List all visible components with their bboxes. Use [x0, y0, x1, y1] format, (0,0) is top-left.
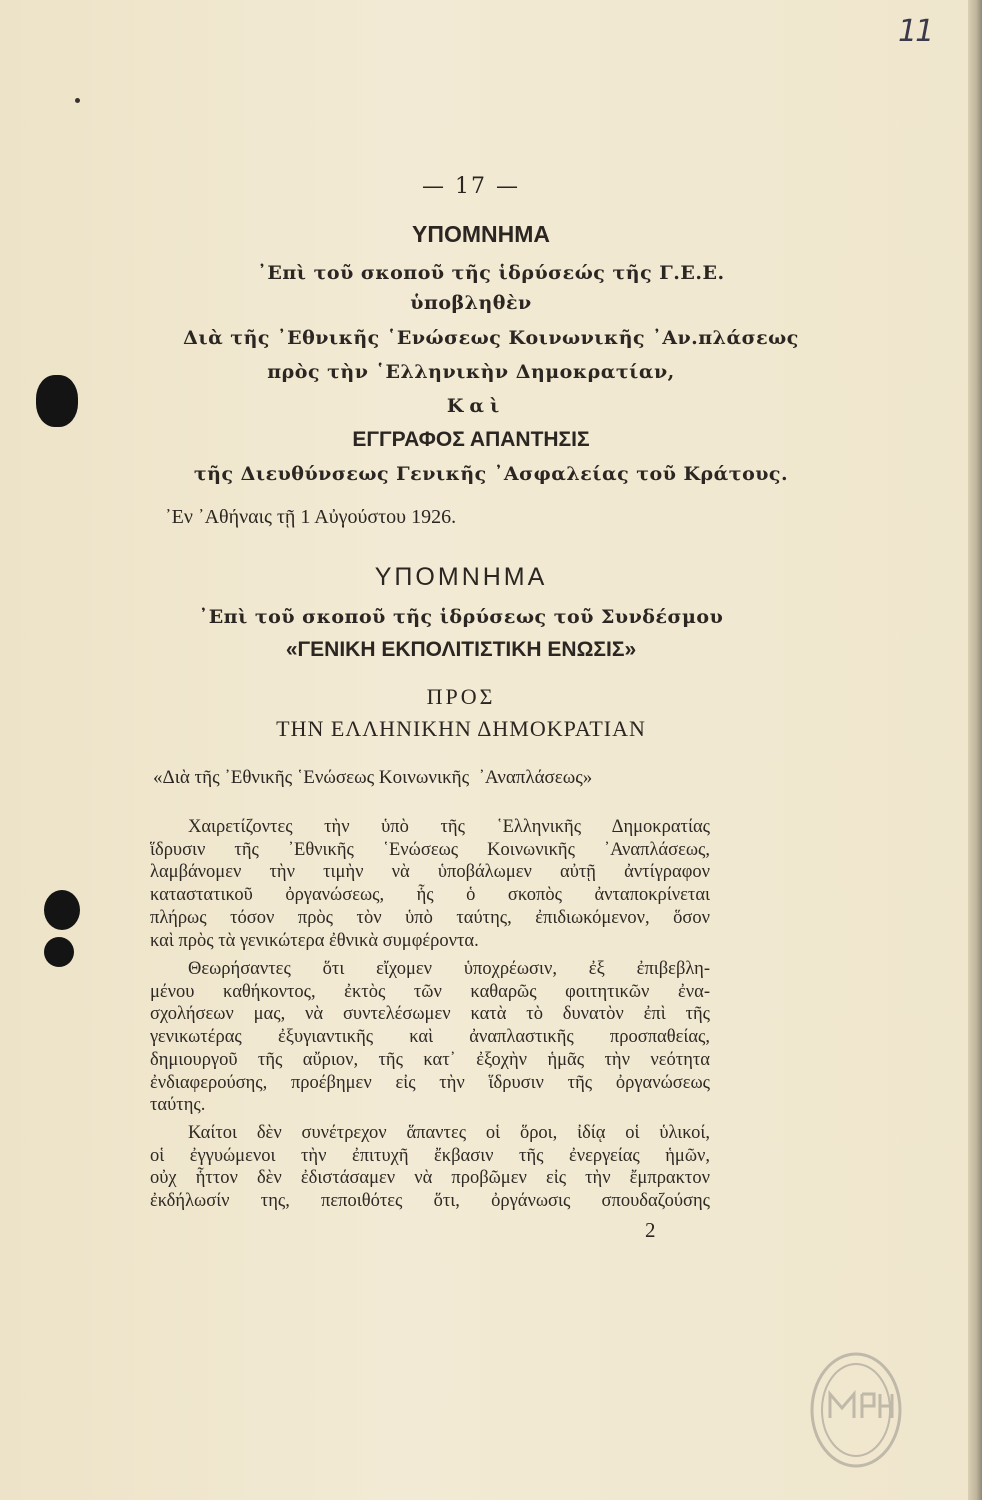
text-line: οἱ ἐγγυώμενοι τὴν ἐπιτυχῆ ἔκβασιν τῆς ἐνεργείας ἡμῶν, — [150, 1145, 710, 1166]
text-line: καταστατικοῦ ὀργανώσεως, ἧς ὁ σκοπὸς ἀνταποκρίνεται — [150, 885, 710, 906]
binder-hole — [44, 890, 80, 930]
header-line: ᾽Επὶ τοῦ σκοποῦ τῆς ἱδρύσεώς τῆς Γ.Ε.Ε. — [257, 262, 725, 284]
text-line: οὐχ ἧττον δὲν ἐδιστάσαμεν νὰ προβῶμεν εἰς τὴν ἔμπρακτον — [150, 1168, 710, 1189]
reply-title: ΕΓΓΡΑΦΟΣ ΑΠΑΝΤΗΣΙΣ — [352, 428, 590, 451]
text-line: μένου καθήκοντος, ἐκτὸς τῶν καθαρῶς φοιτητικῶν ἐνα- — [150, 981, 710, 1002]
text-line: πλήρως τόσον πρὸς τὸν ὑπὸ ταύτης, ἐπιδιωκόμενον, ὅσον — [150, 907, 710, 928]
archive-stamp-icon — [808, 1350, 904, 1470]
memo-title: ΥΠΟΜΝΗΜΑ — [412, 221, 550, 247]
association-name: «ΓΕΝΙΚΗ ΕΚΠΟΛΙΤΙΣΤΙΚΗ ΕΝΩΣΙΣ» — [285, 638, 637, 661]
header-line: ὑποβληθὲν — [410, 292, 532, 314]
text-line: σχολήσεων μας, νὰ συντελέσωμεν κατὰ τὸ δυνατὸν ἐπὶ τῆς — [150, 1004, 710, 1025]
section-title: ΥΠΟΜΝΗΜΑ — [374, 563, 548, 591]
text-line: λαμβάνομεν τὴν τιμὴν νὰ ὑποβάλωμεν αὐτῇ ἀντίγραφον — [150, 862, 710, 883]
text-line: Χαιρετίζοντες τὴν ὑπὸ τῆς ῾Ελληνικῆς Δημοκρατίας — [188, 817, 710, 837]
text-line: Καίτοι δὲν συνέτρεχον ἅπαντες οἱ ὅροι, ἰδίᾳ οἱ ὑλικοί, — [188, 1123, 710, 1143]
text-line: ἐκδήλωσίν της, πεποιθότες ὅτι, ὀργάνωσις σπουδαζούσης — [150, 1191, 710, 1212]
text-line: Θεωρήσαντες ὅτι εἴχομεν ὑποχρέωσιν, ἐξ ἐπιβεβλη- — [188, 959, 710, 979]
page-number: — 17 — — [422, 174, 520, 199]
header-line: Διὰ τῆς ᾽Εθνικῆς ῾Ενώσεως Κοινωνικῆς ᾽Αν.πλάσεως — [183, 327, 799, 349]
signature-number: 2 — [645, 1218, 656, 1242]
header-line: πρὸς τὴν ῾Ελληνικὴν Δημοκρατίαν, — [267, 361, 675, 383]
binder-hole — [44, 937, 74, 967]
sender-quote: «Διὰ τῆς ᾽Εθνικῆς ῾Ενώσεως Κοινωνικῆς ᾽Αναπλάσεως» — [153, 767, 593, 788]
text-line: ἵδρυσιν τῆς ᾽Εθνικῆς ῾Ενώσεως Κοινωνικῆς ᾽Αναπλάσεως, — [150, 839, 710, 860]
ink-fleck — [75, 98, 80, 103]
addressee: ΤΗΝ ΕΛΛΗΝΙΚΗΝ ΔΗΜΟΚΡΑΤΙΑΝ — [276, 716, 646, 741]
body-paragraph — [150, 958, 710, 1117]
text-line: γενικωτέρας ἐξυγιαντικῆς καὶ ἀναπλαστικῆς προσπαθείας, — [150, 1027, 710, 1048]
text-line: δημιουργοῦ τῆς αὔριον, τῆς κατ᾽ ἐξοχὴν ἡμᾶς τὴν νεότητα — [150, 1049, 710, 1070]
document-date: ᾽Εν ᾽Αθήναις τῇ 1 Αὐγούστου 1926. — [165, 506, 457, 528]
archive-number: 11 — [898, 14, 933, 49]
header-line: τῆς Διευθύνσεως Γενικῆς ᾽Ασφαλείας τοῦ Κράτους. — [193, 463, 789, 485]
text-line: ἐνδιαφερούσης, προέβημεν εἰς τὴν ἵδρυσιν τῆς ὀργανώσεως — [150, 1072, 710, 1093]
text-line: ταύτης. — [150, 1095, 206, 1116]
header-conjunction: Καὶ — [446, 395, 506, 417]
body-paragraph — [150, 816, 710, 952]
text-line: καὶ πρὸς τὰ γενικώτερα ἐθνικὰ συμφέροντα. — [150, 930, 479, 951]
addressee-prefix: ΠΡΟΣ — [426, 684, 496, 709]
section-subtitle: ᾽Επὶ τοῦ σκοποῦ τῆς ἱδρύσεως τοῦ Συνδέσμου — [198, 606, 724, 628]
body-paragraph — [150, 1122, 710, 1213]
